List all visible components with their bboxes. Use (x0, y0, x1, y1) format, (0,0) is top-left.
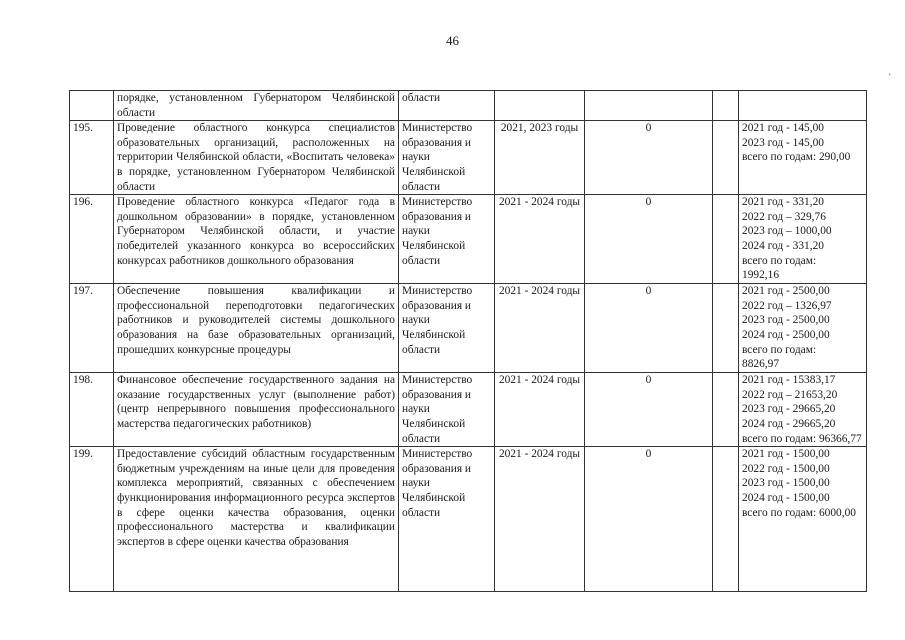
row-number: 196. (70, 195, 114, 284)
row-number: 199. (70, 447, 114, 592)
funding-line: всего по годам: (742, 343, 817, 356)
period: 2021 - 2024 годы (495, 373, 585, 447)
period (495, 91, 585, 121)
funding-line: 2021 год - 145,00 (742, 122, 824, 135)
row-number: 198. (70, 373, 114, 447)
period: 2021, 2023 годы (495, 121, 585, 195)
table-row (70, 447, 867, 592)
blank-cell (713, 121, 739, 195)
amount-zero: 0 (585, 284, 713, 373)
funding-line: 2021 год - 1500,00 (742, 448, 830, 461)
blank-cell (713, 91, 739, 121)
table-row (70, 373, 867, 447)
executor: Министерство образования и науки Челябинской области (399, 373, 495, 447)
funding-line: 2022 год – 329,76 (742, 210, 826, 223)
row-number (70, 91, 114, 121)
table-row (70, 121, 867, 195)
funding-cell (739, 284, 867, 373)
activity-name: Обеспечение повышения квалификации и профессиональной переподготовки педагогических работников и руководителей системы дошкольного образования на базе образовательных организаций, прошедших конкурсные процедуры (114, 284, 399, 373)
funding-line: 2024 год - 2500,00 (742, 328, 830, 341)
executor: Министерство образования и науки Челябинской области (399, 447, 495, 592)
funding-line: всего по годам: (742, 254, 817, 267)
funding-line: 2023 год - 2500,00 (742, 314, 830, 327)
table-row (70, 284, 867, 373)
funding-cell (739, 195, 867, 284)
funding-line: 2021 год - 331,20 (742, 196, 824, 209)
funding-cell (739, 121, 867, 195)
executor: области (399, 91, 495, 121)
funding-cell (739, 91, 867, 121)
executor: Министерство образования и науки Челябинской области (399, 284, 495, 373)
activity-name: Финансовое обеспечение государственного задания на оказание государственных услуг (выполнение работ) (центр непрерывного повышения профессионального мастерства педагогических работников) (114, 373, 399, 447)
period: 2021 - 2024 годы (495, 195, 585, 284)
funding-line: всего по годам: 96366,77 (742, 432, 862, 445)
funding-cell (739, 447, 867, 592)
funding-line: 2023 год - 29665,20 (742, 403, 836, 416)
row-number: 197. (70, 284, 114, 373)
funding-line: 2021 год - 2500,00 (742, 285, 830, 298)
amount-zero: 0 (585, 373, 713, 447)
funding-cell (739, 373, 867, 447)
funding-line: 8826,97 (742, 358, 780, 371)
period: 2021 - 2024 годы (495, 447, 585, 592)
funding-line: 2024 год - 1500,00 (742, 491, 830, 504)
margin-mark: ' (889, 72, 891, 82)
funding-line: 2022 год - 1500,00 (742, 462, 830, 475)
funding-line: всего по годам: 6000,00 (742, 506, 856, 519)
program-table (69, 90, 867, 592)
funding-line: 2023 год - 145,00 (742, 136, 824, 149)
executor: Министерство образования и науки Челябинской области (399, 121, 495, 195)
row-number: 195. (70, 121, 114, 195)
funding-line: 2022 год – 21653,20 (742, 388, 838, 401)
funding-line: 2024 год - 29665,20 (742, 417, 836, 430)
activity-name: Проведение областного конкурса «Педагог года в дошкольном образовании» в порядке, установленном Губернатором Челябинской области, и участие победителей указанного конкурса во всероссийских конкурсах работников дошкольного образования (114, 195, 399, 284)
funding-line: всего по годам: 290,00 (742, 151, 851, 164)
blank-cell (713, 373, 739, 447)
funding-line: 2022 год – 1326,97 (742, 299, 832, 312)
blank-cell (713, 195, 739, 284)
activity-name: Проведение областного конкурса специалистов образовательных организаций, расположенных на территории Челябинской области, «Воспитать человека» в порядке, установленном Губернатором Челябинской области (114, 121, 399, 195)
blank-cell (713, 447, 739, 592)
amount-zero: 0 (585, 195, 713, 284)
amount-zero: 0 (585, 121, 713, 195)
funding-line: 2023 год - 1500,00 (742, 477, 830, 490)
amount-zero: 0 (585, 447, 713, 592)
funding-line: 2024 год - 331,20 (742, 239, 824, 252)
table-row (70, 195, 867, 284)
blank-cell (713, 284, 739, 373)
activity-name: Предоставление субсидий областным государственным бюджетным учреждениям на иные цели для проведения комплекса мероприятий, связанных с обеспечением функционирования информационного ресурса экспертов в сфере оценки качества образования, оценки профессионального мастерства и квалификации экспертов в сфере оценки качества образования (114, 447, 399, 592)
period: 2021 - 2024 годы (495, 284, 585, 373)
funding-line: 2021 год - 15383,17 (742, 374, 836, 387)
activity-name: порядке, установленном Губернатором Челябинской области (114, 91, 399, 121)
table-body (70, 91, 867, 592)
amount-zero (585, 91, 713, 121)
executor: Министерство образования и науки Челябинской области (399, 195, 495, 284)
funding-line: 1992,16 (742, 269, 780, 282)
page-number: 46 (446, 33, 459, 48)
funding-line: 2023 год – 1000,00 (742, 225, 832, 238)
table-row (70, 91, 867, 121)
